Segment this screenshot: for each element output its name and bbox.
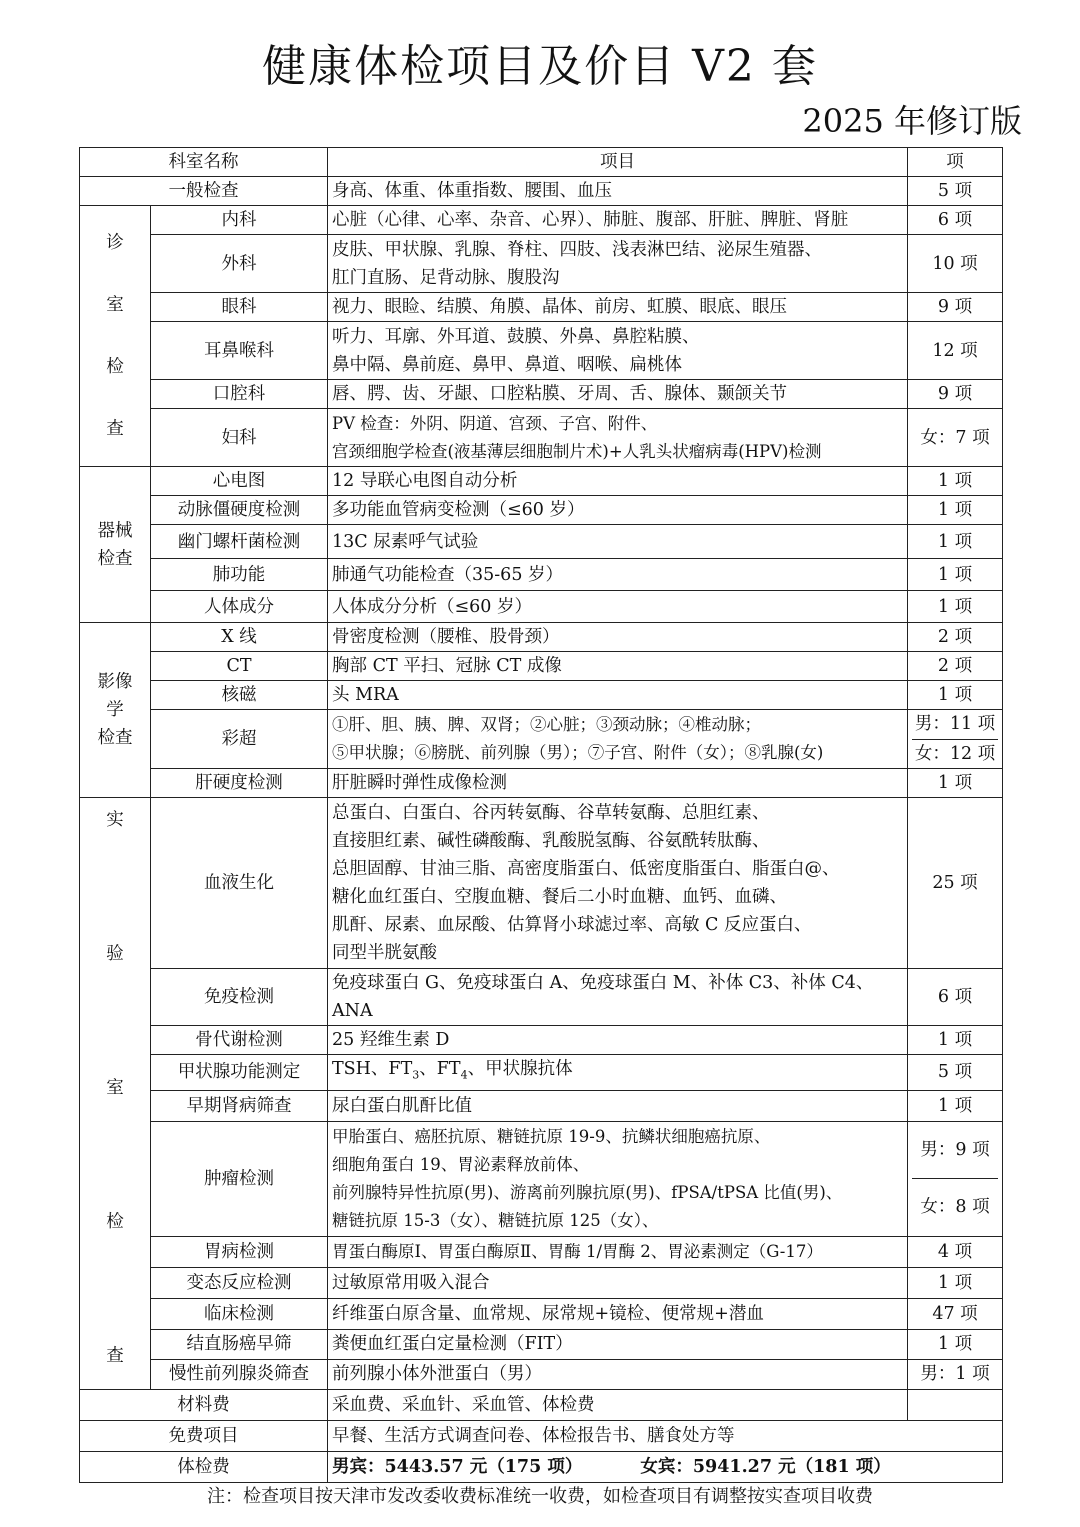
table-row <box>80 1090 1003 1121</box>
item-list: 视力、眼睑、结膜、角膜、晶体、前房、虹膜、眼底、眼压 <box>328 293 908 322</box>
item-count: 1 项 <box>908 1090 1003 1121</box>
table-row <box>80 652 1003 681</box>
item-list: 肝脏瞬时弹性成像检测 <box>328 769 908 798</box>
table-row <box>80 293 1003 322</box>
footnote: 注：检查项目按天津市发改委收费标准统一收费，如检查项目有调整按实查项目收费 <box>207 1486 873 1507</box>
dept-name: 动脉僵硬度检测 <box>151 496 328 525</box>
item-list: 头 MRA <box>328 681 908 710</box>
table-row <box>80 1026 1003 1055</box>
dept-name: 慢性前列腺炎筛查 <box>151 1359 328 1389</box>
dept-name: 结直肠癌早筛 <box>151 1329 328 1359</box>
table-row <box>80 623 1003 652</box>
group-clinic: 诊 室 检 查 <box>80 206 151 467</box>
dept-name: 肝硬度检测 <box>151 769 328 798</box>
table-row <box>80 681 1003 710</box>
dept-name: 肿瘤检测 <box>151 1121 328 1236</box>
item-count: 1 项 <box>908 769 1003 798</box>
table-row <box>80 969 1003 1026</box>
dept-name: 变态反应检测 <box>151 1267 328 1298</box>
dept-name: 血液生化 <box>151 798 328 969</box>
dept-name: 材料费 <box>80 1389 328 1420</box>
item-count: 1 项 <box>908 591 1003 623</box>
item-count: 1 项 <box>908 525 1003 559</box>
page-title: 健康体检项目及价目 V2 套 <box>262 41 818 92</box>
table-row <box>80 559 1003 591</box>
item-list: 唇、腭、齿、牙龈、口腔粘膜、牙周、舌、腺体、颞颌关节 <box>328 380 908 409</box>
item-count: 4 项 <box>908 1236 1003 1267</box>
header-dept: 科室名称 <box>80 148 328 177</box>
item-count: 1 项 <box>908 496 1003 525</box>
table-row <box>80 1236 1003 1267</box>
item-list: 纤维蛋白原含量、血常规、尿常规+镜检、便常规+潜血 <box>328 1298 908 1329</box>
edition-label: 2025 年修订版 <box>802 102 1022 140</box>
dept-name: CT <box>151 652 328 681</box>
dept-name: 免费项目 <box>80 1420 328 1451</box>
dept-name: 肺功能 <box>151 559 328 591</box>
dept-name: 免疫检测 <box>151 969 328 1026</box>
dept-name: 骨代谢检测 <box>151 1026 328 1055</box>
item-list: 肺通气功能检查（35-65 岁） <box>328 559 908 591</box>
table-row <box>80 1420 1003 1451</box>
table-row <box>80 1359 1003 1389</box>
dept-name: 心电图 <box>151 467 328 496</box>
table-row <box>80 1055 1003 1091</box>
item-count: 1 项 <box>908 1329 1003 1359</box>
dept-name: 临床检测 <box>151 1298 328 1329</box>
item-list: 总蛋白、白蛋白、谷丙转氨酶、谷草转氨酶、总胆红素、 直接胆红素、碱性磷酸酶、乳酸脱氢酶、谷氨酰转肽酶、 总胆固醇、甘油三脂、高密度脂蛋白、低密度脂蛋白、脂蛋白@、 糖化血红蛋白、空腹血糖、餐后二小时血糖、血钙、血磷、 肌酐、尿素、血尿酸、估算肾小球滤过率、高敏 C 反应蛋白、 同型半胱氨酸 <box>328 798 908 969</box>
price-table <box>79 147 1003 1483</box>
item-count: 1 项 <box>908 1267 1003 1298</box>
item-list: 人体成分分析（≤60 岁） <box>328 591 908 623</box>
item-list: 免疫球蛋白 G、免疫球蛋白 A、免疫球蛋白 M、补体 C3、补体 C4、 ANA <box>328 969 908 1026</box>
header-items: 项目 <box>328 148 908 177</box>
item-list: 前列腺小体外泄蛋白（男） <box>328 1359 908 1389</box>
item-list: 25 羟维生素 D <box>328 1026 908 1055</box>
item-count-split <box>908 1121 1003 1236</box>
item-list: 甲胎蛋白、癌胚抗原、糖链抗原 19-9、抗鳞状细胞癌抗原、 细胞角蛋白 19、胃泌素释放前体、 前列腺特异性抗原(男)、游离前列腺抗原(男)、fPSA/tPSA 比值(男)、 糖链抗原 15-3（女）、糖链抗原 125（女）、 <box>328 1121 908 1236</box>
dept-name: 体检费 <box>80 1451 328 1482</box>
dept-name: X 线 <box>151 623 328 652</box>
fee-male: 男宾：5443.57 元（175 项） <box>332 1456 583 1477</box>
table-row <box>80 467 1003 496</box>
dept-name: 内科 <box>151 206 328 235</box>
item-count: 10 项 <box>908 235 1003 293</box>
item-list: 13C 尿素呼气试验 <box>328 525 908 559</box>
item-list: 听力、耳廓、外耳道、鼓膜、外鼻、鼻腔粘膜、 鼻中隔、鼻前庭、鼻甲、鼻道、咽喉、扁桃体 <box>328 322 908 380</box>
table-row <box>80 235 1003 293</box>
item-count: 5 项 <box>908 177 1003 206</box>
item-count: 2 项 <box>908 652 1003 681</box>
table-row <box>80 1298 1003 1329</box>
dept-name: 胃病检测 <box>151 1236 328 1267</box>
table-row <box>80 591 1003 623</box>
item-list: 尿白蛋白肌酐比值 <box>328 1090 908 1121</box>
item-count: 2 项 <box>908 623 1003 652</box>
item-list: 骨密度检测（腰椎、股骨颈） <box>328 623 908 652</box>
item-count-female: 女：12 项 <box>912 739 998 769</box>
item-count-female: 女：8 项 <box>912 1178 998 1236</box>
item-list: 身高、体重、体重指数、腰围、血压 <box>328 177 908 206</box>
item-count: 1 项 <box>908 681 1003 710</box>
dept-name: 彩超 <box>151 710 328 769</box>
dept-name: 妇科 <box>151 409 328 467</box>
item-count: 47 项 <box>908 1298 1003 1329</box>
item-count: 25 项 <box>908 798 1003 969</box>
table-row <box>80 206 1003 235</box>
item-list: 采血费、采血针、采血管、体检费 <box>328 1389 908 1420</box>
item-list: ①肝、胆、胰、脾、双肾；②心脏；③颈动脉；④椎动脉； ⑤甲状腺；⑥膀胱、前列腺（男）；⑦子宫、附件（女）；⑧乳腺(女) <box>328 710 908 769</box>
item-count: 1 项 <box>908 1026 1003 1055</box>
item-list: 早餐、生活方式调查问卷、体检报告书、膳食处方等 <box>328 1420 1003 1451</box>
item-list: 12 导联心电图自动分析 <box>328 467 908 496</box>
dept-name: 口腔科 <box>151 380 328 409</box>
dept-name: 一般检查 <box>80 177 328 206</box>
dept-name: 核磁 <box>151 681 328 710</box>
item-count: 12 项 <box>908 322 1003 380</box>
item-count-male: 男：11 项 <box>914 714 996 735</box>
group-imaging: 影像 学 检查 <box>80 623 151 798</box>
fee-row <box>80 1451 1003 1482</box>
table-row <box>80 525 1003 559</box>
item-list: 皮肤、甲状腺、乳腺、脊柱、四肢、浅表淋巴结、泌尿生殖器、 肛门直肠、足背动脉、腹股沟 <box>328 235 908 293</box>
table-row <box>80 496 1003 525</box>
item-list: 粪便血红蛋白定量检测（FIT） <box>328 1329 908 1359</box>
item-count: 女：7 项 <box>908 409 1003 467</box>
item-count: 1 项 <box>908 467 1003 496</box>
fee-female: 女宾：5941.27 元（181 项） <box>640 1456 891 1477</box>
item-count: 9 项 <box>908 380 1003 409</box>
item-count: 6 项 <box>908 969 1003 1026</box>
dept-name: 眼科 <box>151 293 328 322</box>
item-list: 胃蛋白酶原Ⅰ、胃蛋白酶原Ⅱ、胃酶 1/胃酶 2、胃泌素测定（G-17） <box>328 1236 908 1267</box>
dept-name: 耳鼻喉科 <box>151 322 328 380</box>
item-list: 过敏原常用吸入混合 <box>328 1267 908 1298</box>
group-lab: 实 验 室 检 查 <box>80 798 151 1390</box>
table-row <box>80 798 1003 969</box>
item-count <box>908 1389 1003 1420</box>
dept-name: 早期肾病筛查 <box>151 1090 328 1121</box>
dept-name: 甲状腺功能测定 <box>151 1055 328 1091</box>
fee-summary <box>328 1451 1003 1482</box>
item-count-male: 男：9 项 <box>920 1139 990 1160</box>
table-row <box>80 1389 1003 1420</box>
table-row <box>80 1329 1003 1359</box>
header-count: 项 <box>908 148 1003 177</box>
table-row <box>80 1267 1003 1298</box>
item-list: TSH、$FT_3$、$FT_4$、甲状腺抗体 <box>328 1055 908 1091</box>
item-list: 胸部 CT 平扫、冠脉 CT 成像 <box>328 652 908 681</box>
item-list: PV 检查：外阴、阴道、宫颈、子宫、附件、 宫颈细胞学检查(液基薄层细胞制片术)+人乳头状瘤病毒(HPV)检测 <box>328 409 908 467</box>
table-row <box>80 1121 1003 1236</box>
table-row <box>80 769 1003 798</box>
table-row <box>80 710 1003 769</box>
dept-name: 人体成分 <box>151 591 328 623</box>
item-count-split <box>908 710 1003 769</box>
dept-name: 外科 <box>151 235 328 293</box>
table-row <box>80 409 1003 467</box>
dept-name: 幽门螺杆菌检测 <box>151 525 328 559</box>
item-count: 男：1 项 <box>908 1359 1003 1389</box>
item-count: 6 项 <box>908 206 1003 235</box>
item-list: 心脏（心律、心率、杂音、心界）、肺脏、腹部、肝脏、脾脏、肾脏 <box>328 206 908 235</box>
item-count: 9 项 <box>908 293 1003 322</box>
item-count: 1 项 <box>908 559 1003 591</box>
table-row <box>80 322 1003 380</box>
item-count: 5 项 <box>908 1055 1003 1091</box>
group-device: 器械 检查 <box>80 467 151 623</box>
table-row <box>80 177 1003 206</box>
table-row <box>80 380 1003 409</box>
item-list: 多功能血管病变检测（≤60 岁） <box>328 496 908 525</box>
header-row <box>80 148 1003 177</box>
